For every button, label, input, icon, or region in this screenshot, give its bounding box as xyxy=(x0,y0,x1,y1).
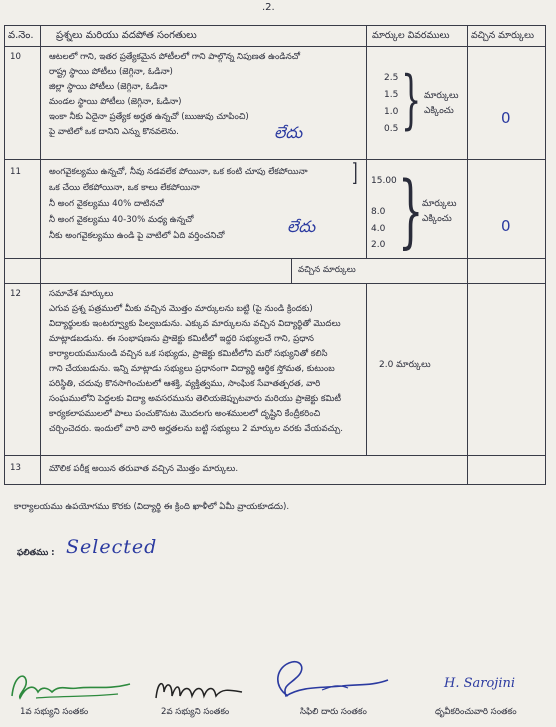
header-marks-details: మార్కుల వివరములు xyxy=(372,30,450,41)
row12-marks: 2.0 మార్కులు xyxy=(379,360,431,370)
row11-number: 11 xyxy=(10,167,21,177)
result-label: ఫలితము : xyxy=(17,548,55,558)
row10-mark: 2.5 xyxy=(384,73,399,83)
col-divider-2a xyxy=(366,25,367,258)
row11-line: ఒక చేయి లేకపోయినా, ఒక కాలు లేకపోయినా xyxy=(49,183,200,193)
signature-4-label: ధృవీకరించువారి సంతకం xyxy=(435,707,517,717)
row12-line: పరిస్థితి, చదువు కొనసాగించుటలో ఆశక్తి, వ్యక్తిత్వము, సాంఘిక సేవాతత్పరత, వారి xyxy=(49,379,321,389)
signature-3-label: సిఫిలి దారు సంతకం xyxy=(300,707,367,717)
row11-handwritten-note: లేదు xyxy=(287,217,316,236)
signature-2-label: 2వ సభ్యుని సంతకం xyxy=(161,707,230,717)
evaluation-table xyxy=(4,25,546,485)
row10-obtained: 0 xyxy=(501,109,511,127)
row13-text: మౌలిక పరీక్ష అయిన తరువాత వచ్చిన మొత్తం మార్కులు. xyxy=(49,464,239,474)
page-number: .2. xyxy=(262,2,275,13)
row10-mark: 1.5 xyxy=(384,90,399,100)
col-divider-1 xyxy=(40,25,41,485)
row11-line: నీ అంగ వైకల్యము 40% దాటినచో xyxy=(49,199,164,209)
row10-number: 10 xyxy=(10,52,21,62)
row11-line: నీకు అంగవైకల్యము ఉండి పై వాటిలో ఏది వర్తించనిచో xyxy=(49,231,225,241)
signature-1-label: 1వ సభ్యుని సంతకం xyxy=(20,707,89,717)
row10-line: ఆటలలో గాని, ఇతర ప్రత్యేకమైన పోటీలలో గాని పాల్గొన్న నిపుణత ఉండినచో xyxy=(49,52,301,62)
row12-line: కార్యాలయమునుండి వచ్చిన ఒక సభ్యుడు, ప్రాజెక్టు కమిటీలోని మరో సభ్యునితో కలిసి xyxy=(49,349,328,359)
row10-brace-label: మార్కులు xyxy=(424,91,459,101)
row-line-subtotal xyxy=(4,283,546,284)
row-line-10 xyxy=(4,159,546,160)
row12-line: విద్యార్థులకు ఇంటర్వ్యూకు పిల్వబడును. ఎక్కువ మార్కులను వచ్చిన విద్యార్థితో మొదలు xyxy=(49,319,341,329)
row10-mark: 1.0 xyxy=(384,107,399,117)
row-line-12 xyxy=(4,455,546,456)
row12-line: సంఘములోని పెద్దలకు విద్యా అవసరమును తెలియజెప్పుటవారు మరియు ప్రాజెక్టు కమిటీ xyxy=(49,394,342,404)
header-questions: ప్రశ్నలు మరియు వదపోత సంగతులు xyxy=(56,30,197,41)
row11-obtained: 0 xyxy=(501,217,511,235)
signature-3-image xyxy=(262,656,402,704)
signature-4-name: H. Sarojini xyxy=(444,676,516,691)
row11-mark: 8.0 xyxy=(371,207,386,217)
row13-number: 13 xyxy=(10,463,21,473)
signature-1-image xyxy=(8,666,138,706)
row11-brace-label: ఎక్కించు xyxy=(422,214,452,224)
result-value: Selected xyxy=(66,536,158,558)
row-line-11 xyxy=(4,258,546,259)
row12-line: కార్యకలాపములలో పాలు పంచుకొనుట మొదలగు అంశములలో దృష్టిని కేంద్రీకరించి xyxy=(49,409,321,419)
row12-number: 12 xyxy=(10,289,21,299)
row12-line: గాని చేయబడును. ఇన్ని మాట్లాడు సభ్యులు ప్రధానంగా విద్యార్థి ఆర్థిక స్తోమత, కుటుంబ xyxy=(49,364,335,374)
row10-line: ఇంకా నీకు ఏదైనా ప్రత్యేక అర్హత ఉన్నచో (ఋజువు చూపించి) xyxy=(49,112,249,122)
row11-mark: 2.0 xyxy=(371,240,386,250)
row10-brace-icon: } xyxy=(401,63,422,137)
row12-line: మాట్లాడబడును. ఈ సంభాషణను ప్రాజెక్టు కమిటీలో ఇద్దరి సభ్యులచే గాని, ప్రధాన xyxy=(49,334,314,344)
row10-line: జిల్లా స్థాయి పోటీలు (జెగ్గినా, ఓడినా xyxy=(49,82,168,92)
col-divider-3 xyxy=(467,25,468,485)
row10-brace-label: ఎక్కించు xyxy=(424,106,454,116)
office-use-note: కార్యాలయము ఉపయోగము కొరకు (విద్యార్థి ఈ క్రింది ఖాళీలో ఏమీ వ్రాయకూడదు). xyxy=(14,502,290,512)
row11-bracket-icon: ] xyxy=(352,159,358,187)
row10-mark: 0.5 xyxy=(384,124,399,134)
row12-title: సమావేశ మార్కులు xyxy=(49,289,114,299)
header-sno: వ.నెం. xyxy=(8,30,34,41)
row12-line: చర్చించెదరు. ఇందులో వారి వారి అర్హతలను బట్టి సభ్యులు 2 మార్కుల వరకు వేయవచ్చు. xyxy=(49,424,344,434)
row11-mark: 4.0 xyxy=(371,224,386,234)
row11-brace-label: మార్కులు xyxy=(422,199,457,209)
row12-line: ఎగువ ప్రశ్న పత్రములో మీకు వచ్చిన మొత్తం మార్కులను బట్టి (పై నుండి క్రిందకు) xyxy=(49,304,313,314)
row10-line: రాష్ట్ర స్థాయి పోటీలు (జెగ్గినా, ఓడినా) xyxy=(49,67,173,77)
header-marks-obtained: వచ్చిన మార్కులు xyxy=(471,30,535,41)
row10-handwritten-note: లేదు xyxy=(274,123,303,142)
subtotal-label: వచ్చిన మార్కులు xyxy=(298,265,356,275)
row11-mark: 15.00 xyxy=(371,176,397,186)
signature-2-image xyxy=(150,674,250,704)
subtotal-divider xyxy=(291,258,292,283)
row-line-header xyxy=(4,46,546,47)
row10-line: మండల స్థాయి పోటీలు (జెగ్గినా, ఓడినా) xyxy=(49,97,182,107)
row11-brace-icon: } xyxy=(398,164,424,257)
row11-line: అంగవైకల్యము ఉన్నచో, నీవు నడవలేక పోయినా, ఒక కంటి చూపు లేకపోయినా xyxy=(49,167,308,177)
col-divider-2b xyxy=(366,283,367,455)
row11-line: నీ అంగ వైకల్యము 40-30% మధ్య ఉన్నచో xyxy=(49,215,194,225)
row10-line: పై వాటిలో ఒక దానిని ఎన్ను కొనవలెను. xyxy=(49,127,179,137)
